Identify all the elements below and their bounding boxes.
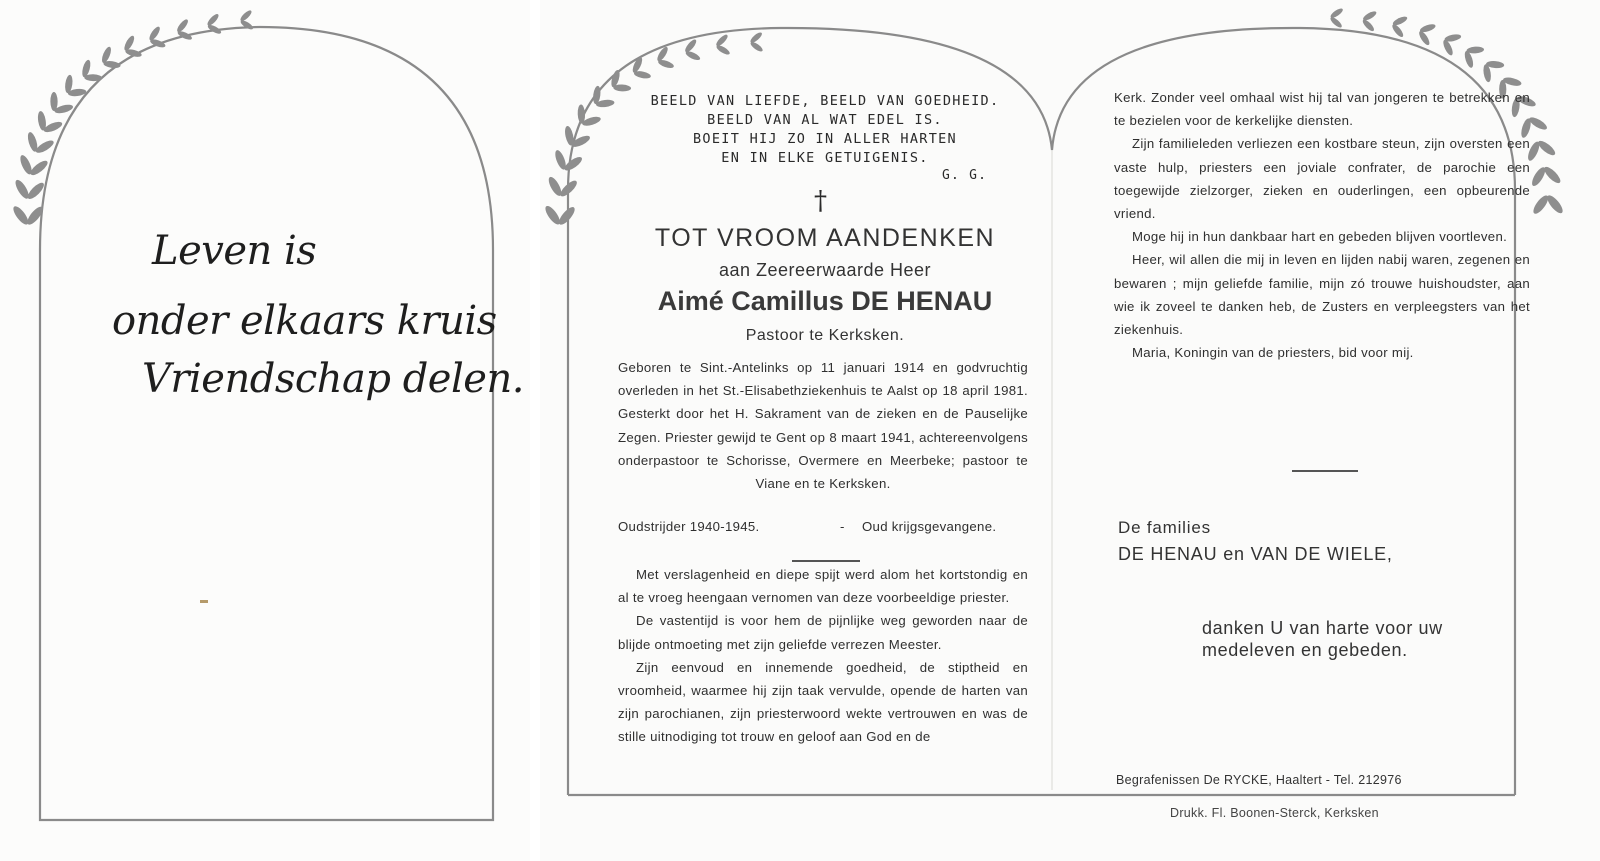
families-names: DE HENAU en VAN DE WIELE,: [1118, 544, 1393, 564]
left-card-frame: [40, 27, 493, 820]
bio-footer-separator: -: [840, 519, 845, 534]
paragraph: Moge hij in hun dankbaar hart en gebeden blijven voortleven.: [1132, 229, 1508, 245]
poem-signature: G. G.: [942, 168, 988, 183]
divider: [792, 560, 860, 562]
paragraph: De vastentijd is voor hem de pijnlijke weg geworden naar de blijde ontmoeting met zijn geliefde verrezen Meester.: [618, 613, 1028, 652]
heading: TOT VROOM AANDENKEN: [654, 224, 996, 252]
families-intro: De families: [1118, 518, 1211, 537]
paragraph: Met verslagenheid en diepe spijt werd alom het kortstondig en al te vroeg heengaan vernomen van deze voorbeeldige priester.: [618, 567, 1028, 606]
biography: [618, 356, 1028, 495]
poem-line: BOEIT HIJ ZO IN ALLER HARTEN: [693, 131, 957, 147]
paragraph: Heer, wil allen die mij in leven en lijden nabij waren, zegenen en bewaren ; mijn geliefde familie, mijn zó trouwe huishoudster, aan wie ik zoveel te danken heb, de Zusters en verpleegsters van het ziekenhuis.: [1114, 252, 1530, 338]
bio-footer-left: Oudstrijder 1940-1945.: [618, 519, 760, 534]
thanks-line-2: medeleven en gebeden.: [1202, 640, 1408, 660]
verse-line-1: Leven is: [152, 228, 317, 274]
poem-line: BEELD VAN AL WAT EDEL IS.: [707, 112, 943, 128]
paragraph: Zijn eenvoud en innemende goedheid, de stiptheid en vroomheid, waarmee hij zijn taak vervulde, opende de harten van zijn parochianen, zijn priesterwoord wekte vertrouwen en was de stille uitnodiging tot trouw en geloof aan God en de: [618, 659, 1028, 745]
paragraph: Zijn familieleden verliezen een kostbare steun, zijn oversten een vaste hulp, priesters een joviale confrater, de parochie een toegewijde zielzorger, zieken en ouderlingen, een opbeurende vriend.: [1114, 136, 1530, 222]
left-column-text: [618, 563, 1028, 749]
verse-line-2: onder elkaars kruis: [112, 298, 497, 344]
printer-line: Drukk. Fl. Boonen-Sterck, Kerksken: [1170, 806, 1379, 820]
cross-icon: †: [814, 186, 827, 216]
biography-text: Geboren te Sint.-Antelinks op 11 januari 1914 en godvruchtig overleden in het St.-Elisabethziekenhuis te Aalst op 18 april 1981. Gesterkt door het H. Sakrament van de zieken en de Pauselijke Zegen. Priester gewijd te Gent op 8 maart 1941, achtereenvolgens onderpastoor te Schorisse, Overmere en Meerbeke; pastoor te Viane en te Kerksken.: [618, 360, 1028, 492]
right-column-text: [1114, 86, 1530, 364]
paper-mark: [200, 600, 208, 603]
subheading: aan Zeereerwaarde Heer: [718, 260, 932, 280]
deceased-name: Aimé Camillus DE HENAU: [657, 286, 993, 316]
poem-line: EN IN ELKE GETUIGENIS.: [721, 150, 929, 166]
undertaker-line: Begrafenissen De RYCKE, Haaltert - Tel. 212976: [1116, 773, 1402, 787]
poem: [610, 92, 1040, 168]
divider: [1292, 470, 1358, 472]
poem-line: BEELD VAN LIEFDE, BEELD VAN GOEDHEID.: [650, 93, 1000, 109]
verse-line-3: Vriendschap delen.: [142, 356, 524, 402]
paragraph: Kerk. Zonder veel omhaal wist hij tal van jongeren te betrekken en te bezielen voor de kerkelijke diensten.: [1114, 90, 1530, 129]
laurel-branch-icon: [11, 9, 255, 227]
deceased-role: Pastoor te Kerksken.: [745, 327, 905, 344]
bio-footer-right: Oud krijgsgevangene.: [862, 519, 997, 534]
thanks-line-1: danken U van harte voor uw: [1202, 618, 1443, 638]
paragraph: Maria, Koningin van de priesters, bid voor mij.: [1132, 345, 1414, 361]
